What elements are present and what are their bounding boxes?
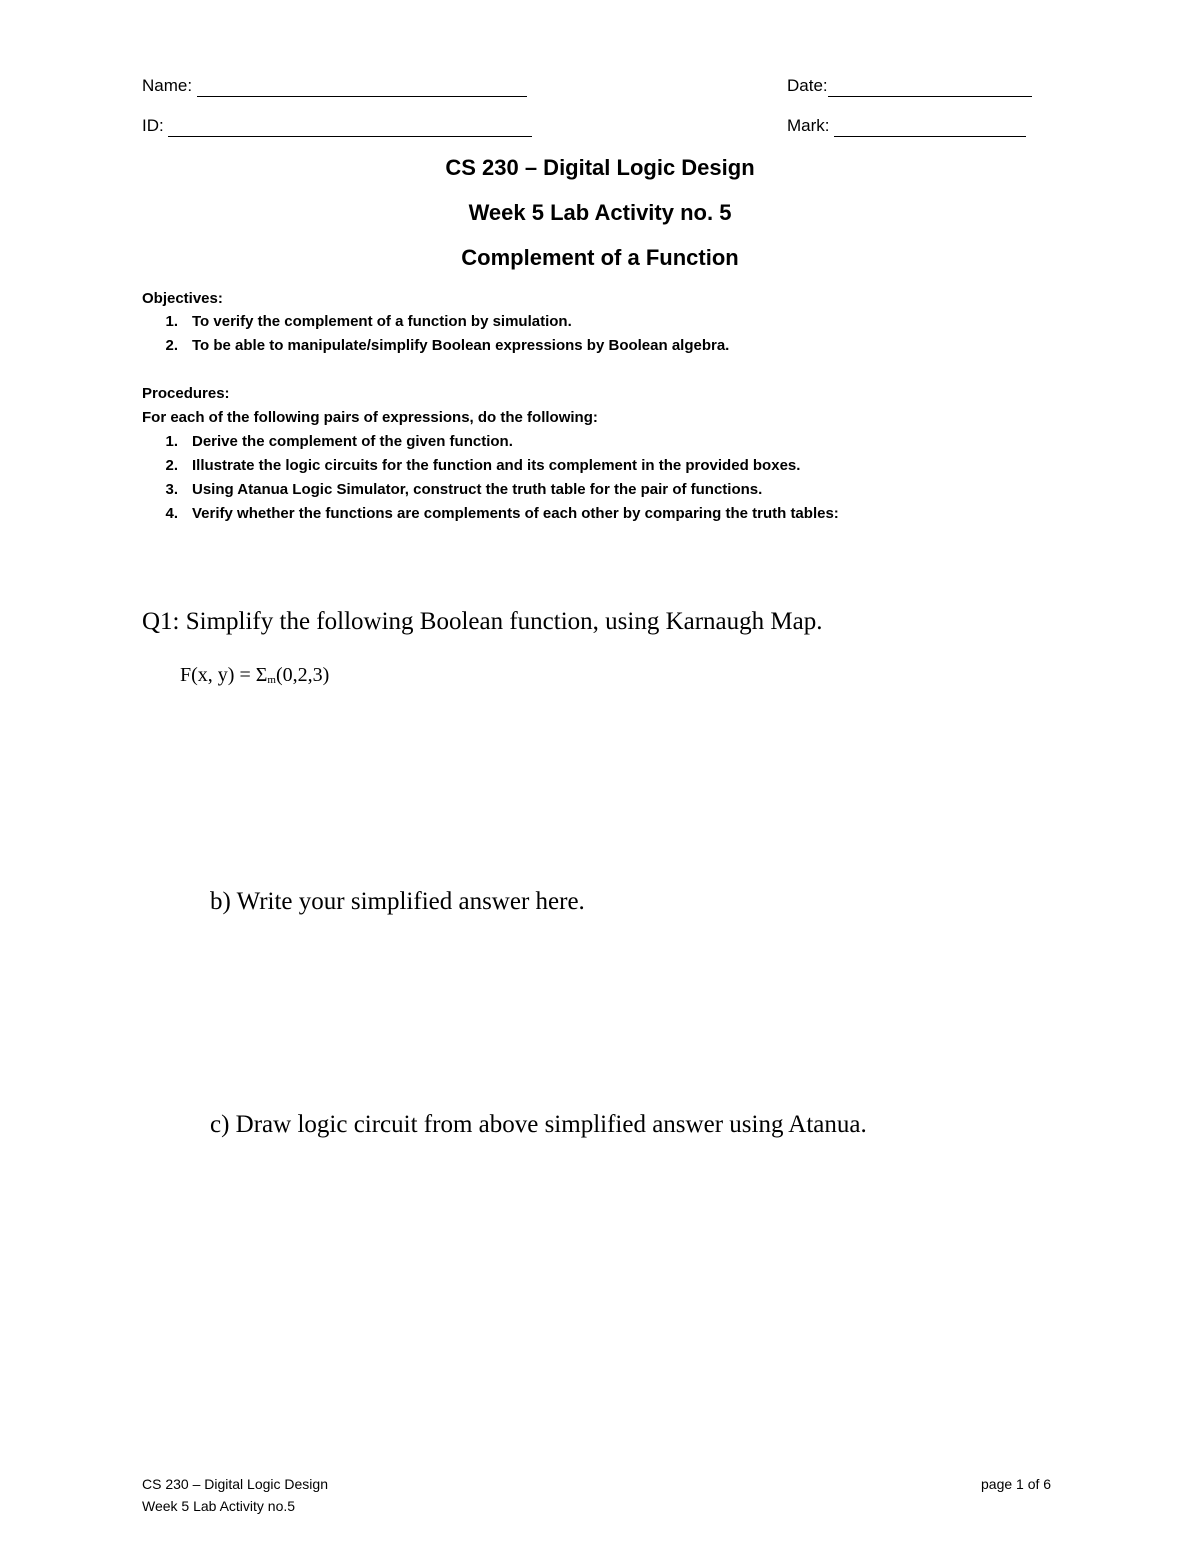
procedure-number: 1. <box>165 433 178 450</box>
formula-subscript: m <box>267 674 276 686</box>
date-blank[interactable] <box>828 76 1032 97</box>
boolean-formula <box>180 664 329 687</box>
procedure-text: Verify whether the functions are complements of each other by comparing the truth tables: <box>192 505 839 522</box>
footer-activity: Week 5 Lab Activity no.5 <box>142 1498 296 1514</box>
id-label: ID: <box>142 116 164 135</box>
objective-text: To be able to manipulate/simplify Boolean expressions by Boolean algebra. <box>192 337 730 354</box>
name-label: Name: <box>142 76 193 95</box>
procedure-number: 2. <box>165 457 178 474</box>
question-q1: Q1: Simplify the following Boolean function, using Karnaugh Map. <box>142 608 823 635</box>
name-field <box>142 76 527 97</box>
procedure-text: Illustrate the logic circuits for the function and its complement in the provided boxes. <box>192 457 801 474</box>
procedure-text: Derive the complement of the given function. <box>192 433 513 450</box>
mark-blank[interactable] <box>834 116 1026 137</box>
objective-number: 2. <box>165 337 178 354</box>
id-field <box>142 116 532 137</box>
objective-text: To verify the complement of a function by simulation. <box>192 313 572 330</box>
procedure-number: 4. <box>165 505 178 522</box>
objective-number: 1. <box>165 313 178 330</box>
topic-title: Complement of a Function <box>461 245 739 270</box>
name-blank[interactable] <box>197 76 527 97</box>
date-field <box>787 76 1032 97</box>
footer-page-number: page 1 of 6 <box>981 1476 1052 1492</box>
formula-rhs: (0,2,3) <box>275 664 330 686</box>
procedure-number: 3. <box>165 481 178 498</box>
formula-lhs: F(x, y) = Σ <box>180 664 268 686</box>
procedures-intro: For each of the following pairs of expressions, do the following: <box>142 409 598 426</box>
procedures-heading: Procedures: <box>142 385 230 402</box>
question-part-c: c) Draw logic circuit from above simplified answer using Atanua. <box>210 1111 867 1138</box>
footer-course: CS 230 – Digital Logic Design <box>142 1476 328 1492</box>
objectives-heading: Objectives: <box>142 290 223 307</box>
mark-field <box>787 116 1026 137</box>
date-label: Date: <box>787 76 828 95</box>
mark-label: Mark: <box>787 116 830 135</box>
id-blank[interactable] <box>168 116 532 137</box>
question-part-b: b) Write your simplified answer here. <box>210 888 585 915</box>
procedure-text: Using Atanua Logic Simulator, construct the truth table for the pair of functions. <box>192 481 763 498</box>
course-title: CS 230 – Digital Logic Design <box>445 155 755 180</box>
activity-title: Week 5 Lab Activity no. 5 <box>468 200 732 225</box>
